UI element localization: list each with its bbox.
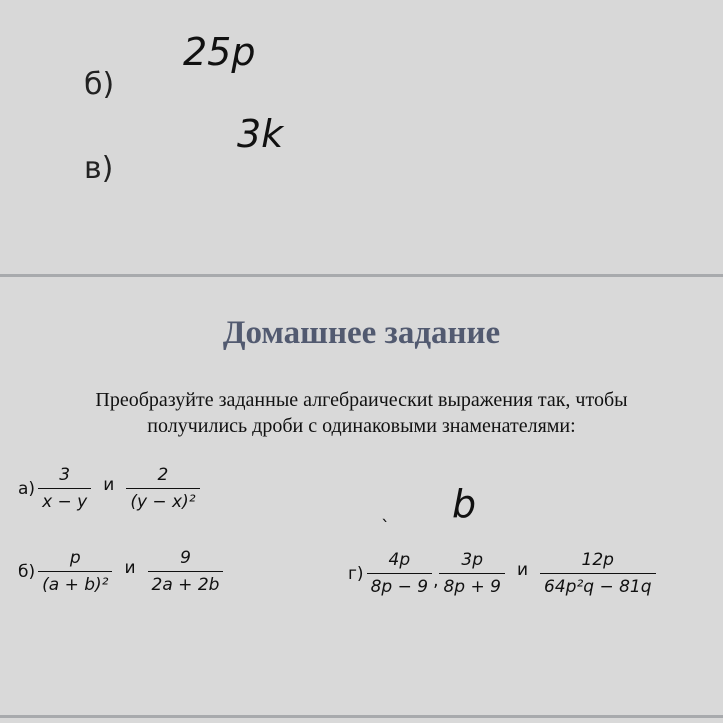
previous-slide: [0, 0, 723, 274]
numerator: 9: [180, 548, 191, 568]
cut-label-b: б): [84, 67, 115, 102]
denominator: 64p²q − 81q: [540, 573, 656, 597]
cut-label-v: в): [84, 151, 114, 186]
instruction-text: [30, 387, 693, 439]
fraction: [126, 465, 199, 512]
task-b: [18, 548, 223, 595]
fraction: [540, 550, 656, 597]
task-b-label: б): [18, 561, 36, 582]
homework-slide: [0, 277, 723, 715]
fraction: [38, 465, 91, 512]
numerator: 3p: [461, 550, 484, 570]
task-g-label: г): [348, 563, 364, 584]
and-word: и: [516, 559, 529, 580]
slide-title: Домашнее задание: [222, 315, 501, 351]
denominator: 8p − 9: [367, 573, 432, 597]
denominator: 2a + 2b: [148, 571, 224, 595]
fraction: [148, 548, 224, 595]
slide-divider-bottom: [0, 715, 723, 718]
numerator: 4p: [388, 550, 411, 570]
numerator: 2: [157, 465, 169, 485]
denominator: (y − x)²: [126, 488, 199, 512]
denominator: 8p + 9: [439, 573, 504, 597]
numerator: p: [69, 548, 81, 568]
comma: ,: [433, 570, 439, 591]
denominator: x − y: [38, 488, 91, 512]
task-a: [18, 465, 200, 512]
instruction-line-2: получились дроби с одинаковыми знаменателями:: [147, 415, 576, 437]
denominator: (a + b)²: [38, 571, 112, 595]
fraction: [439, 550, 504, 597]
expr-25p: 25p: [183, 30, 256, 74]
task-a-label: а): [18, 478, 36, 499]
numerator: 3: [59, 465, 71, 485]
expr-3k: 3k: [237, 112, 284, 156]
stray-letter-b: b: [452, 482, 477, 526]
and-word: и: [124, 557, 136, 578]
instruction-line-1: Преобразуйте заданные алгебраическиt выражения так, чтобы: [95, 389, 628, 411]
and-word: и: [103, 474, 115, 495]
task-g: [348, 550, 656, 597]
stray-mark: ˋ: [381, 517, 390, 538]
fraction: [38, 548, 112, 595]
numerator: 12p: [581, 550, 614, 570]
fraction: [367, 550, 432, 597]
